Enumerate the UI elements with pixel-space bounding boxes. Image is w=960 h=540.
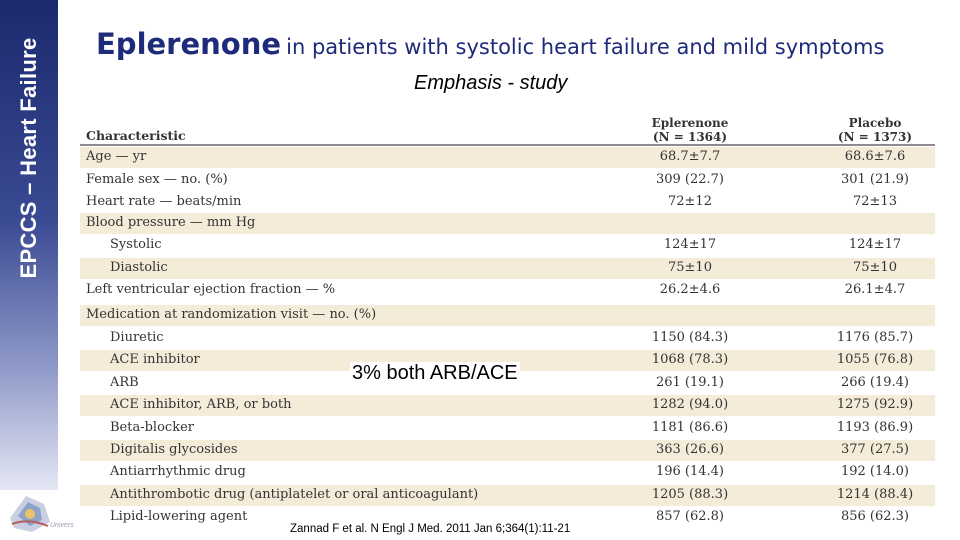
row-label: ACE inhibitor [110, 352, 200, 367]
placebo-value: 26.1±4.7 [844, 282, 906, 297]
table-row [80, 280, 935, 301]
baseline-characteristics-table [80, 110, 935, 528]
row-label: Systolic [110, 237, 162, 252]
placebo-value: 68.6±7.6 [844, 149, 906, 164]
table-row [80, 462, 935, 483]
eplerenone-value: 261 (19.1) [655, 375, 725, 390]
table-row [80, 258, 935, 279]
eplerenone-value: 1282 (94.0) [651, 397, 729, 412]
eplerenone-value: 72±12 [668, 194, 712, 209]
placebo-header-name: Placebo [848, 116, 902, 130]
eplerenone-value: 363 (26.6) [655, 442, 725, 457]
row-label: Antiarrhythmic drug [110, 464, 246, 479]
row-label: Age — yr [86, 149, 147, 164]
table-row [80, 192, 935, 213]
row-label: Diastolic [110, 260, 168, 275]
title-description: in patients with systolic heart failure and mild symptoms [286, 35, 885, 59]
table-row [80, 328, 935, 349]
placebo-value: 1176 (85.7) [836, 330, 914, 345]
placebo-value: 1275 (92.9) [836, 397, 914, 412]
placebo-header-n: (N = 1373) [837, 130, 913, 144]
row-label: Left ventricular ejection fraction — % [86, 282, 336, 297]
characteristic-column-header: Characteristic [86, 128, 186, 143]
placebo-value: 75±10 [853, 260, 897, 275]
table-row [80, 440, 935, 461]
placebo-value: 377 (27.5) [840, 442, 910, 457]
eplerenone-value: 196 (14.4) [655, 464, 725, 479]
title-drug-name: Eplerenone [96, 27, 282, 61]
slide-subtitle: Emphasis - study [414, 72, 568, 94]
table-row [80, 418, 935, 439]
placebo-value: 266 (19.4) [840, 375, 910, 390]
eplerenone-value: 1205 (88.3) [651, 487, 729, 502]
arb-ace-annotation: 3% both ARB/ACE [352, 362, 518, 384]
logo-text: Univers [50, 522, 74, 529]
sidebar-band [0, 0, 58, 490]
row-label: Antithrombotic drug (antiplatelet or oral anticoagulant) [110, 487, 479, 502]
eplerenone-value: 857 (62.8) [655, 509, 725, 524]
table-row [80, 395, 935, 416]
eplerenone-value: 309 (22.7) [655, 172, 725, 187]
eplerenone-value: 26.2±4.6 [659, 282, 721, 297]
citation: Zannad F et al. N Engl J Med. 2011 Jan 6;364(1):11-21 [290, 523, 571, 535]
eplerenone-header-name: Eplerenone [651, 116, 729, 130]
slide-title [96, 27, 916, 61]
table-row [80, 170, 935, 191]
eplerenone-value: 1181 (86.6) [651, 420, 729, 435]
eplerenone-value: 75±10 [668, 260, 712, 275]
placebo-value: 1214 (88.4) [836, 487, 914, 502]
row-label: Heart rate — beats/min [86, 194, 242, 209]
row-label: Lipid-lowering agent [110, 509, 248, 524]
placebo-value: 72±13 [853, 194, 897, 209]
header-divider [80, 144, 935, 146]
sidebar-label: EPCCS – Heart Failure [16, 37, 41, 279]
university-logo-icon [4, 488, 56, 536]
eplerenone-header-n: (N = 1364) [652, 130, 728, 144]
table-row [80, 147, 935, 168]
eplerenone-value: 1150 (84.3) [651, 330, 729, 345]
eplerenone-value: 68.7±7.7 [659, 149, 721, 164]
row-label: Medication at randomization visit — no. (%) [86, 307, 377, 322]
table-row [80, 305, 935, 326]
table-row [80, 235, 935, 256]
row-label: Diuretic [110, 330, 164, 345]
row-label: Beta-blocker [110, 420, 194, 435]
placebo-value: 1193 (86.9) [836, 420, 914, 435]
table-row [80, 213, 935, 234]
placebo-value: 301 (21.9) [840, 172, 910, 187]
placebo-value: 192 (14.0) [840, 464, 910, 479]
row-label: Blood pressure — mm Hg [86, 215, 256, 230]
row-label: ARB [110, 375, 139, 390]
placebo-value: 1055 (76.8) [836, 352, 914, 367]
eplerenone-value: 124±17 [663, 237, 717, 252]
row-label: Digitalis glycosides [110, 442, 238, 457]
row-label: ACE inhibitor, ARB, or both [110, 397, 292, 412]
placebo-value: 124±17 [848, 237, 902, 252]
row-label: Female sex — no. (%) [86, 172, 228, 187]
eplerenone-value: 1068 (78.3) [651, 352, 729, 367]
placebo-column-header [810, 116, 940, 144]
eplerenone-column-header [625, 116, 755, 144]
table-row [80, 485, 935, 506]
placebo-value: 856 (62.3) [840, 509, 910, 524]
